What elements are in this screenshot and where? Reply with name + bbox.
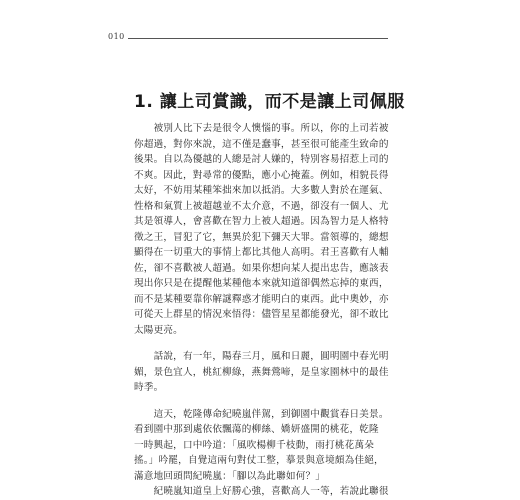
text-line: 這天，乾隆傳命紀曉嵐伴駕，到御園中觀賞春日美景。 bbox=[134, 408, 389, 420]
text-line: 其是領導人，會喜歡在智力上被人超過。因為智力是人格特 bbox=[134, 216, 389, 227]
paragraph-spacer bbox=[134, 396, 394, 407]
text-line: 時季。 bbox=[134, 382, 164, 393]
text-line: 後果。自以為優越的人總是討人嫌的，特別容易招惹上司的 bbox=[134, 154, 389, 165]
text-line: 顯得在一切重大的事情上都比其他人高明。君王喜歡有人輔 bbox=[134, 247, 389, 258]
text-line: 話說，有一年，陽春三月，風和日麗，圓明園中春光明 bbox=[134, 351, 389, 362]
body-text bbox=[134, 121, 394, 500]
paragraph bbox=[134, 407, 394, 500]
text-line: 搖。」吟罷，自覺這兩句對仗工整，摹景與意境頗為佳絕， bbox=[134, 455, 384, 466]
text-line: 你超過，對你來說，這不僅是蠢事，甚至很可能產生致命的 bbox=[134, 138, 389, 150]
text-line: 佐，卻不喜歡被人超過。如果你想向某人提出忠告，應該表 bbox=[134, 262, 389, 274]
text-line: 而不是某種要靠你解謎釋惑才能明白的東西。此中奧妙，亦 bbox=[134, 293, 389, 305]
paragraph bbox=[134, 349, 394, 396]
section-title: 1. 讓上司賞識，而不是讓上司佩服 bbox=[134, 92, 405, 112]
text-line: 被別人比下去是很令人懊惱的事。所以，你的上司若被 bbox=[134, 123, 389, 134]
text-line: 紀曉嵐知道皇上好勝心強，喜歡高人一等，若說此聯很 bbox=[134, 486, 389, 497]
page-number: 010 bbox=[108, 32, 125, 41]
header-divider bbox=[128, 38, 388, 39]
text-line: 現出你只是在提醒他某種他本來就知道卻偶然忘掉的東西， bbox=[134, 278, 389, 289]
text-line: 滿意地回頭問紀曉嵐：「腳以為此聯如何？」 bbox=[134, 470, 326, 482]
text-line: 可從天上群星的情況來悟得：儘管星星都能發光，卻不敢比 bbox=[134, 309, 389, 320]
text-line: 性格和氣質上被超越並不太介意，不過，卻沒有一個人、尤 bbox=[134, 200, 389, 212]
text-line: 一時興起，口中吟道：「風吹楊柳千枝動，雨打桃花萬朵 bbox=[134, 439, 375, 451]
text-line: 看到園中那到處依依飄蕩的柳絲、嬌妍盛開的桃花，乾隆 bbox=[134, 424, 379, 435]
text-line: 太陽更亮。 bbox=[134, 324, 183, 336]
text-line: 不爽。因此，對尋常的優點，應小心掩蓋。例如，相貌長得 bbox=[134, 169, 389, 181]
paragraph-spacer bbox=[134, 338, 394, 349]
text-line: 徵之王，冒犯了它，無異於犯下彌天大罪。當領導的，總想 bbox=[134, 231, 389, 243]
text-line: 太好，不妨用某種笨拙來加以抵消。大多數人對於在運氣、 bbox=[134, 185, 389, 196]
text-line: 媚，景色宜人，桃紅柳綠，燕舞鶯啼，是皇家園林中的最佳 bbox=[134, 366, 389, 378]
paragraph bbox=[134, 121, 394, 338]
